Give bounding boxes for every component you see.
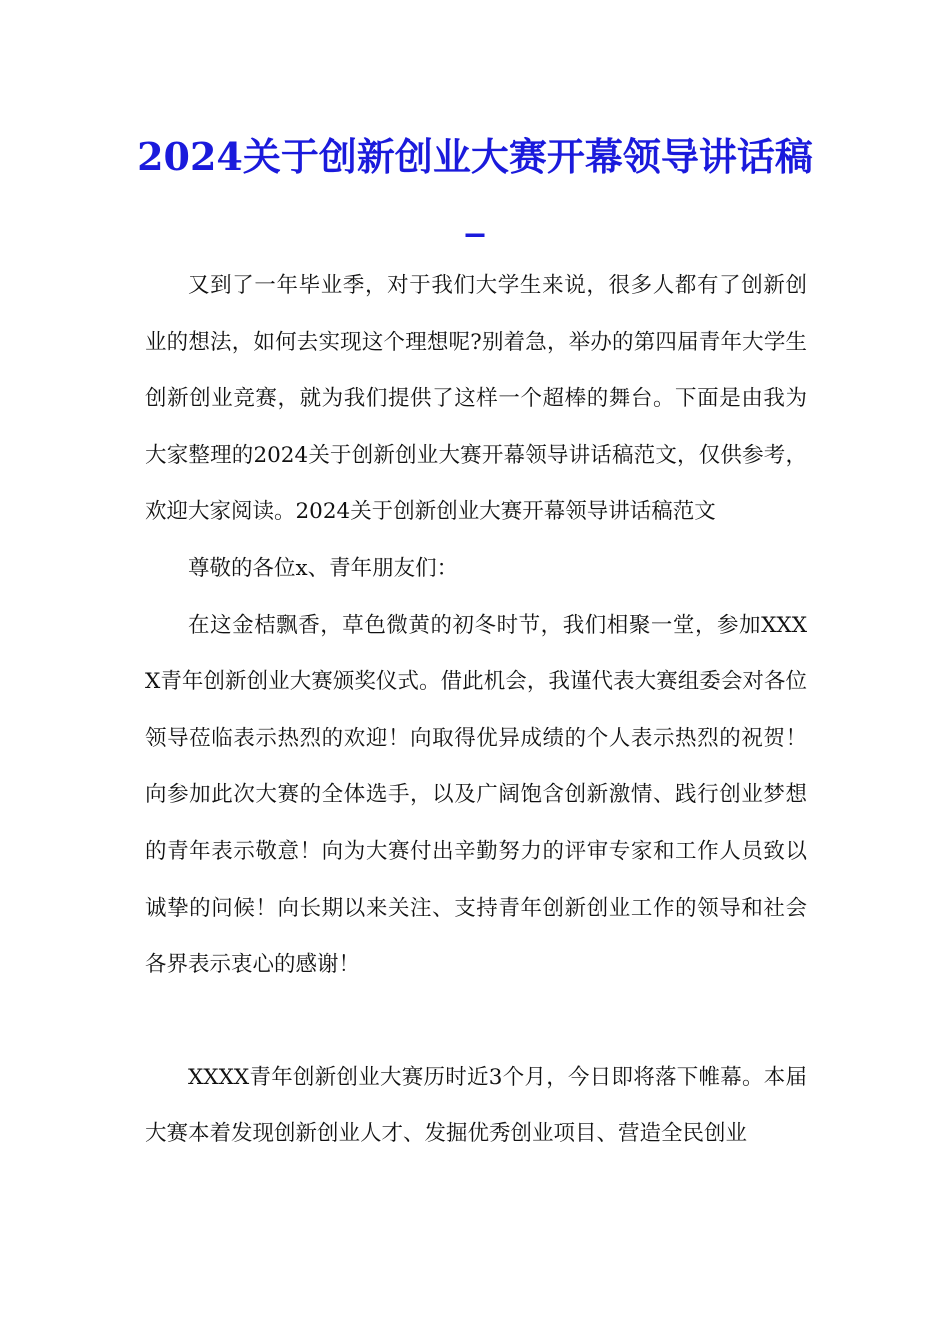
welcome-paragraph: 在这金桔飘香，草色微黄的初冬时节，我们相聚一堂，参加XXXX青年创新创业大赛颁奖仪式。借此机会，我谨代表大赛组委会对各位领导莅临表示热烈的欢迎！向取得优异成绩的个人表示热烈的祝贺！向参加此次大赛的全体选手，以及广阔饱含创新激情、践行创业梦想的青年表示敬意！向为大赛付出辛勤努力的评审专家和工作人员致以诚挚的问候！向长期以来关注、支持青年创新创业工作的领导和社会各界表示衷心的感谢！ [145, 612, 807, 978]
contest-summary-paragraph: XXXX青年创新创业大赛历时近3个月，今日即将落下帷幕。本届大赛本着发现创新创业人才、发掘优秀创业项目、营造全民创业 [145, 1064, 807, 1147]
intro-paragraph: 又到了一年毕业季，对于我们大学生来说，很多人都有了创新创业的想法，如何去实现这个理想呢?别着急，举办的第四届青年大学生创新创业竞赛，就为我们提供了这样一个超棒的舞台。下面是由我为大家整理的2024关于创新创业大赛开幕领导讲话稿范文，仅供参考，欢迎大家阅读。2024关于创新创业大赛开幕领导讲话稿范文 [145, 273, 807, 525]
document-title: 2024关于创新创业大赛开幕领导讲话稿_ [137, 134, 813, 237]
salutation-paragraph: 尊敬的各位x、青年朋友们： [188, 555, 459, 581]
document-body [145, 258, 807, 1163]
